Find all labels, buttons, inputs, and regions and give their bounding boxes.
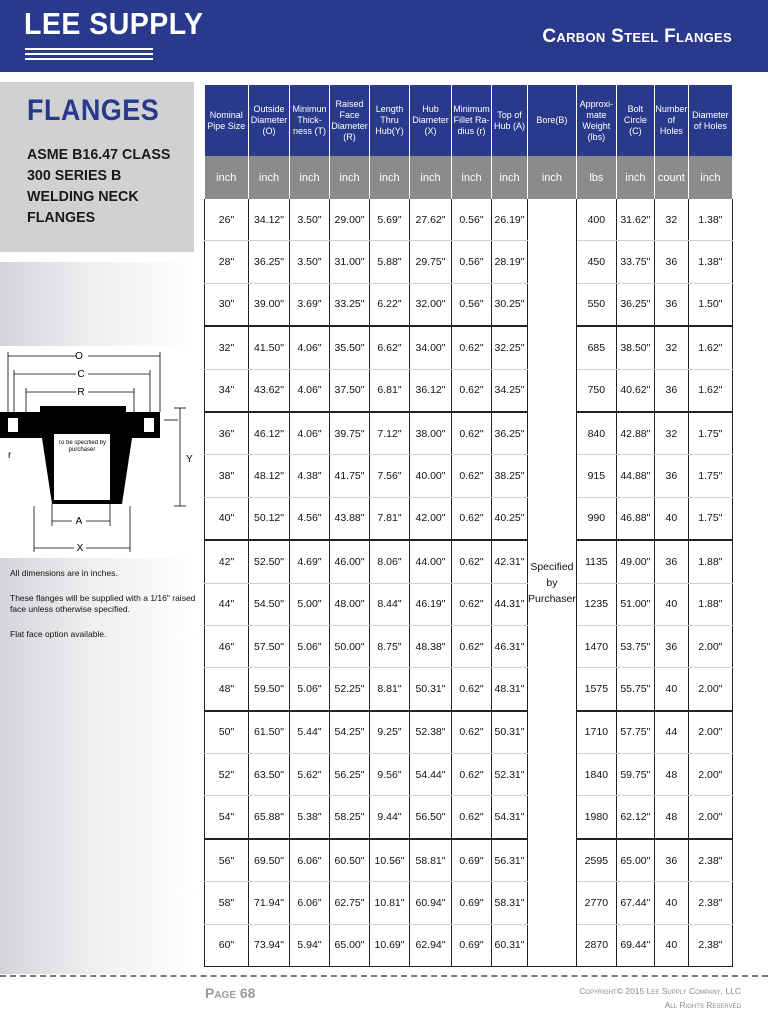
table-cell: 0.62" — [452, 540, 492, 583]
table-cell: 32.00" — [410, 283, 452, 326]
table-cell: 36 — [654, 241, 688, 283]
table-cell: 58" — [205, 882, 249, 924]
note-flat-face: Flat face option available. — [10, 629, 107, 639]
table-cell: 48.31" — [492, 668, 528, 711]
dim-r-label: R — [77, 387, 85, 398]
table-cell: 4.38" — [290, 455, 330, 497]
table-cell: 41.50" — [249, 326, 290, 369]
table-cell: 50.31" — [410, 668, 452, 711]
table-cell: 0.56" — [452, 283, 492, 326]
table-cell: 2870 — [576, 924, 616, 966]
table-cell: 6.81" — [370, 369, 410, 412]
rights-line: All Rights Reserved — [664, 1000, 741, 1010]
table-cell: 48" — [205, 668, 249, 711]
table-cell: 10.56" — [370, 839, 410, 882]
table-cell: 2.00" — [688, 796, 732, 839]
table-cell: 58.31" — [492, 882, 528, 924]
table-cell: 58.25" — [330, 796, 370, 839]
table-cell: 32" — [205, 326, 249, 369]
table-cell: 400 — [576, 199, 616, 241]
table-cell: 1840 — [576, 754, 616, 796]
table-cell: 53.75" — [616, 625, 654, 667]
table-cell: 54.31" — [492, 796, 528, 839]
dim-c-label: C — [77, 369, 85, 380]
table-cell: 1575 — [576, 668, 616, 711]
table-cell: 52.50" — [249, 540, 290, 583]
table-cell: 0.62" — [452, 369, 492, 412]
table-cell: 0.69" — [452, 839, 492, 882]
table-cell: 1.38" — [688, 241, 732, 283]
table-row — [205, 625, 733, 667]
table-cell: 44" — [205, 583, 249, 625]
table-cell: 60.31" — [492, 924, 528, 966]
unit-cell: inch — [688, 156, 732, 199]
table-cell: 42.00" — [410, 497, 452, 540]
table-cell: 5.38" — [290, 796, 330, 839]
table-cell: 1.62" — [688, 326, 732, 369]
table-cell: 32 — [654, 326, 688, 369]
table-cell: 40 — [654, 497, 688, 540]
footer-divider — [0, 975, 768, 977]
table-cell: 6.62" — [370, 326, 410, 369]
table-cell: 54.44" — [410, 754, 452, 796]
table-cell: 5.00" — [290, 583, 330, 625]
table-cell: 34.25" — [492, 369, 528, 412]
table-cell: 44.88" — [616, 455, 654, 497]
table-cell: 33.75" — [616, 241, 654, 283]
table-cell: 38.00" — [410, 412, 452, 455]
page-title: FLANGES — [27, 94, 160, 127]
table-cell: 34" — [205, 369, 249, 412]
table-cell: 46.12" — [249, 412, 290, 455]
table-cell: 5.06" — [290, 668, 330, 711]
table-cell: 6.22" — [370, 283, 410, 326]
table-cell: 55.75" — [616, 668, 654, 711]
units-row — [205, 156, 733, 199]
table-cell: 1.75" — [688, 412, 732, 455]
table-cell: 54.25" — [330, 711, 370, 754]
column-header: Minimum Fillet Ra-dius (r) — [452, 85, 492, 156]
table-cell: 43.62" — [249, 369, 290, 412]
table-cell: 3.50" — [290, 241, 330, 283]
table-cell: 8.06" — [370, 540, 410, 583]
table-cell: 9.25" — [370, 711, 410, 754]
table-cell: 1710 — [576, 711, 616, 754]
table-cell: 0.62" — [452, 326, 492, 369]
unit-cell: inch — [330, 156, 370, 199]
table-cell: 5.44" — [290, 711, 330, 754]
table-cell: 8.75" — [370, 625, 410, 667]
table-cell: 7.12" — [370, 412, 410, 455]
table-cell: 36.25" — [492, 412, 528, 455]
table-cell: 40 — [654, 924, 688, 966]
table-row — [205, 283, 733, 326]
column-header: Nominal Pipe Size — [205, 85, 249, 156]
table-cell: 52" — [205, 754, 249, 796]
table-cell: 9.44" — [370, 796, 410, 839]
table-cell: 52.31" — [492, 754, 528, 796]
table-cell: 65.88" — [249, 796, 290, 839]
unit-cell: inch — [452, 156, 492, 199]
table-cell: 2.00" — [688, 668, 732, 711]
table-cell: 40.00" — [410, 455, 452, 497]
table-cell: 1.88" — [688, 540, 732, 583]
table-cell: 51.00" — [616, 583, 654, 625]
table-cell: 38.50" — [616, 326, 654, 369]
table-cell: 30" — [205, 283, 249, 326]
column-header: Diameter of Holes — [688, 85, 732, 156]
company-logo: LEE SUPPLY — [24, 6, 204, 41]
table-cell: 46" — [205, 625, 249, 667]
table-cell: 2.38" — [688, 924, 732, 966]
table-cell: 38.25" — [492, 455, 528, 497]
table-cell: 4.69" — [290, 540, 330, 583]
dim-r-small-label: r — [8, 450, 12, 461]
table-cell: 32.25" — [492, 326, 528, 369]
table-cell: 0.69" — [452, 924, 492, 966]
table-cell: 59.50" — [249, 668, 290, 711]
table-cell: 62.75" — [330, 882, 370, 924]
table-cell: 29.75" — [410, 241, 452, 283]
table-cell: 36 — [654, 455, 688, 497]
table-cell: 54.50" — [249, 583, 290, 625]
table-cell: 8.44" — [370, 583, 410, 625]
column-header: Approxi-mate Weight (lbs) — [576, 85, 616, 156]
table-row — [205, 326, 733, 369]
table-cell: 0.56" — [452, 241, 492, 283]
table-cell: 1.38" — [688, 199, 732, 241]
unit-cell: inch — [616, 156, 654, 199]
table-cell: 50" — [205, 711, 249, 754]
table-row — [205, 412, 733, 455]
flange-diagram — [0, 346, 196, 558]
table-cell: 10.81" — [370, 882, 410, 924]
table-cell: 48 — [654, 796, 688, 839]
column-header: Outside Diameter (O) — [249, 85, 290, 156]
table-row — [205, 583, 733, 625]
column-header: Bore(B) — [528, 85, 577, 156]
table-cell: 36 — [654, 283, 688, 326]
table-cell: 32 — [654, 412, 688, 455]
table-cell: 36.25" — [249, 241, 290, 283]
table-cell: 1470 — [576, 625, 616, 667]
table-cell: 6.06" — [290, 839, 330, 882]
table-cell: 54" — [205, 796, 249, 839]
table-cell: 44 — [654, 711, 688, 754]
table-cell: 2770 — [576, 882, 616, 924]
table-cell: 26" — [205, 199, 249, 241]
table-cell: 39.00" — [249, 283, 290, 326]
note-raised-face: These flanges will be supplied with a 1/16" raised face unless otherwise specified. — [10, 593, 196, 614]
table-cell: 62.12" — [616, 796, 654, 839]
table-cell: 46.00" — [330, 540, 370, 583]
table-cell: 1.75" — [688, 455, 732, 497]
unit-cell: inch — [205, 156, 249, 199]
title-box — [0, 82, 194, 252]
table-cell: 38" — [205, 455, 249, 497]
table-cell: 915 — [576, 455, 616, 497]
table-cell: 56" — [205, 839, 249, 882]
table-cell: 46.88" — [616, 497, 654, 540]
table-cell: 6.06" — [290, 882, 330, 924]
column-header: Hub Diameter (X) — [410, 85, 452, 156]
table-cell: 50.12" — [249, 497, 290, 540]
table-row — [205, 924, 733, 966]
table-cell: 2.00" — [688, 711, 732, 754]
table-cell: 5.62" — [290, 754, 330, 796]
table-cell: 1.88" — [688, 583, 732, 625]
table-cell: 60" — [205, 924, 249, 966]
unit-cell: inch — [528, 156, 577, 199]
table-cell: 71.94" — [249, 882, 290, 924]
table-cell: 0.62" — [452, 455, 492, 497]
table-cell: 8.81" — [370, 668, 410, 711]
dim-o-label: O — [75, 351, 83, 362]
table-cell: 1235 — [576, 583, 616, 625]
table-cell: 2595 — [576, 839, 616, 882]
table-cell: 44.00" — [410, 540, 452, 583]
table-cell: 48.00" — [330, 583, 370, 625]
table-cell: 44.31" — [492, 583, 528, 625]
table-row — [205, 540, 733, 583]
table-cell: 42" — [205, 540, 249, 583]
table-cell: 5.94" — [290, 924, 330, 966]
table-cell: 32 — [654, 199, 688, 241]
table-cell: 57.75" — [616, 711, 654, 754]
table-cell: 0.62" — [452, 796, 492, 839]
table-cell: 65.00" — [616, 839, 654, 882]
table-cell: 3.69" — [290, 283, 330, 326]
table-cell: 40" — [205, 497, 249, 540]
table-cell: 26.19" — [492, 199, 528, 241]
table-cell: 0.69" — [452, 882, 492, 924]
table-cell: 0.62" — [452, 497, 492, 540]
table-cell: 40.62" — [616, 369, 654, 412]
table-cell: 40 — [654, 882, 688, 924]
table-cell: 40.25" — [492, 497, 528, 540]
logo-underline — [25, 48, 153, 63]
table-cell: 1980 — [576, 796, 616, 839]
table-cell: 7.81" — [370, 497, 410, 540]
table-cell: 36 — [654, 369, 688, 412]
table-cell: 40 — [654, 668, 688, 711]
table-cell: 37.50" — [330, 369, 370, 412]
table-cell: 56.25" — [330, 754, 370, 796]
table-cell: 31.00" — [330, 241, 370, 283]
column-header: Bolt Circle (C) — [616, 85, 654, 156]
column-header: Number of Holes — [654, 85, 688, 156]
table-cell: 5.06" — [290, 625, 330, 667]
table-cell: 750 — [576, 369, 616, 412]
table-cell: 67.44" — [616, 882, 654, 924]
bore-note: To be specified by purchaser — [57, 440, 107, 453]
flange-spec-table — [204, 85, 733, 967]
table-cell: 60.50" — [330, 839, 370, 882]
table-cell: 59.75" — [616, 754, 654, 796]
table-cell: 1.50" — [688, 283, 732, 326]
category-title: Carbon Steel Flanges — [542, 26, 732, 47]
table-cell: 5.69" — [370, 199, 410, 241]
table-cell: 31.62" — [616, 199, 654, 241]
table-cell: 43.88" — [330, 497, 370, 540]
table-cell: 0.56" — [452, 199, 492, 241]
table-row — [205, 754, 733, 796]
table-cell: 48 — [654, 754, 688, 796]
table-cell: 42.31" — [492, 540, 528, 583]
unit-cell: inch — [410, 156, 452, 199]
table-cell: 69.44" — [616, 924, 654, 966]
table-row — [205, 668, 733, 711]
flange-diagram-svg — [0, 346, 196, 558]
table-cell: 1.75" — [688, 497, 732, 540]
table-cell: 39.75" — [330, 412, 370, 455]
table-cell: 0.62" — [452, 711, 492, 754]
header-row — [205, 85, 733, 156]
table-cell: 65.00" — [330, 924, 370, 966]
table-cell: 33.25" — [330, 283, 370, 326]
table-cell: 4.06" — [290, 326, 330, 369]
table-cell: 36 — [654, 839, 688, 882]
table-cell: 7.56" — [370, 455, 410, 497]
table-cell: 4.56" — [290, 497, 330, 540]
table-cell: 73.94" — [249, 924, 290, 966]
column-header: Top of Hub (A) — [492, 85, 528, 156]
table-cell: 685 — [576, 326, 616, 369]
copyright — [579, 984, 741, 1012]
table-row — [205, 882, 733, 924]
table-cell: 50.31" — [492, 711, 528, 754]
table-cell: 1.62" — [688, 369, 732, 412]
dim-x-label: X — [76, 543, 84, 554]
table-cell: 9.56" — [370, 754, 410, 796]
table-cell: 990 — [576, 497, 616, 540]
table-row — [205, 199, 733, 241]
table-row — [205, 497, 733, 540]
table-cell: 27.62" — [410, 199, 452, 241]
table-cell: 36 — [654, 540, 688, 583]
table-cell: 34.00" — [410, 326, 452, 369]
table-cell: 2.00" — [688, 754, 732, 796]
table-cell: 35.50" — [330, 326, 370, 369]
table-cell: 0.62" — [452, 668, 492, 711]
table-cell: 61.50" — [249, 711, 290, 754]
column-header: Length Thru Hub(Y) — [370, 85, 410, 156]
table-cell: 2.38" — [688, 839, 732, 882]
table-cell: 46.31" — [492, 625, 528, 667]
table-cell: 28.19" — [492, 241, 528, 283]
table-cell: 36.12" — [410, 369, 452, 412]
table-cell: 49.00" — [616, 540, 654, 583]
copyright-line: Copyright© 2015 Lee Supply Company, LLC — [579, 986, 741, 996]
table-cell: 36" — [205, 412, 249, 455]
table-cell: 3.50" — [290, 199, 330, 241]
table-cell: 0.62" — [452, 583, 492, 625]
table-cell: 4.06" — [290, 369, 330, 412]
table-cell: 62.94" — [410, 924, 452, 966]
table-row — [205, 455, 733, 497]
table-cell: 52.38" — [410, 711, 452, 754]
unit-cell: inch — [492, 156, 528, 199]
table-row — [205, 711, 733, 754]
unit-cell: lbs — [576, 156, 616, 199]
page-subtitle: ASME B16.47 CLASS 300 SERIES B WELDING NECK FLANGES — [27, 146, 171, 226]
table-cell: 69.50" — [249, 839, 290, 882]
table-cell: 1135 — [576, 540, 616, 583]
table-cell: 41.75" — [330, 455, 370, 497]
table-cell: 0.62" — [452, 412, 492, 455]
table-cell: 2.00" — [688, 625, 732, 667]
bore-cell: Specified by Purchaser — [528, 199, 577, 967]
table-row — [205, 839, 733, 882]
table-cell: 56.31" — [492, 839, 528, 882]
table-cell: 550 — [576, 283, 616, 326]
table-row — [205, 369, 733, 412]
table-cell: 29.00" — [330, 199, 370, 241]
table-cell: 42.88" — [616, 412, 654, 455]
page-header — [0, 0, 768, 72]
table-cell: 57.50" — [249, 625, 290, 667]
table-cell: 36.25" — [616, 283, 654, 326]
page-number: Page 68 — [205, 985, 256, 1001]
table-cell: 48.38" — [410, 625, 452, 667]
table-cell: 58.81" — [410, 839, 452, 882]
unit-cell: inch — [290, 156, 330, 199]
table-cell: 0.62" — [452, 754, 492, 796]
table-cell: 28" — [205, 241, 249, 283]
note-dimensions: All dimensions are in inches. — [10, 568, 118, 578]
table-cell: 46.19" — [410, 583, 452, 625]
table-cell: 450 — [576, 241, 616, 283]
unit-cell: inch — [249, 156, 290, 199]
unit-cell: count — [654, 156, 688, 199]
table-cell: 52.25" — [330, 668, 370, 711]
table-cell: 40 — [654, 583, 688, 625]
table-row — [205, 241, 733, 283]
notes — [10, 568, 200, 654]
table-cell: 56.50" — [410, 796, 452, 839]
column-header: Minimun Thick-ness (T) — [290, 85, 330, 156]
table-cell: 4.06" — [290, 412, 330, 455]
table-cell: 63.50" — [249, 754, 290, 796]
table-cell: 840 — [576, 412, 616, 455]
table-cell: 36 — [654, 625, 688, 667]
table-cell: 2.38" — [688, 882, 732, 924]
table-cell: 0.62" — [452, 625, 492, 667]
table-cell: 10.69" — [370, 924, 410, 966]
table-cell: 48.12" — [249, 455, 290, 497]
table-cell: 5.88" — [370, 241, 410, 283]
table-cell: 34.12" — [249, 199, 290, 241]
table-cell: 30.25" — [492, 283, 528, 326]
table-row — [205, 796, 733, 839]
table-cell: 60.94" — [410, 882, 452, 924]
unit-cell: inch — [370, 156, 410, 199]
column-header: Raised Face Diameter (R) — [330, 85, 370, 156]
dim-a-label: A — [75, 516, 83, 527]
dim-y-label: Y — [186, 454, 193, 465]
table-cell: 50.00" — [330, 625, 370, 667]
